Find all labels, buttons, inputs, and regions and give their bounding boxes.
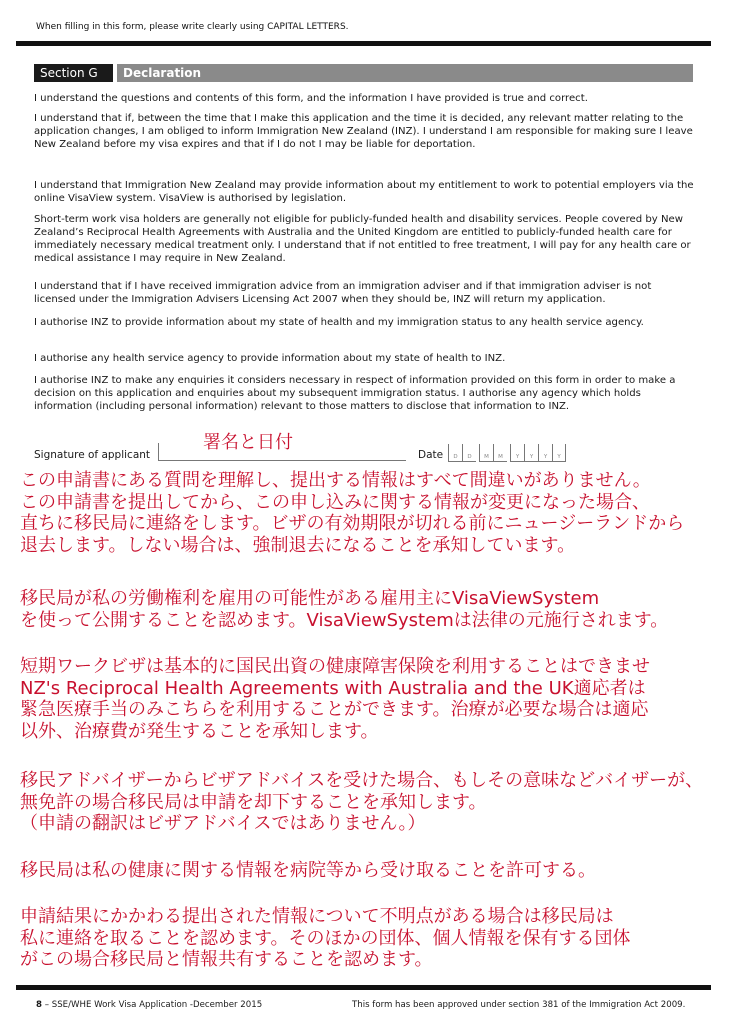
section-title: Declaration <box>123 66 202 80</box>
translation-block-1: この申請書にある質問を理解し、提出する情報はすべて間違いがありません。 この申請書を提出してから、この申し込みに関する情報が変更になった場合、 直ちに移民局に連絡をします。ビザの有効期限が切れる前にニュージーランドから 退去します。しない場合は、強制退去になることを承知しています。 <box>20 470 685 556</box>
footer-form-name: – SSE/WHE Work Visa Application -December 2015 <box>41 1000 263 1010</box>
translation-block-5: 移民局は私の健康に関する情報を病院等から受け取ることを許可する。 <box>20 860 596 881</box>
top-divider <box>16 41 711 46</box>
section-header-gap <box>113 64 117 82</box>
translation-block-3: 短期ワークビザは基本的に国民出資の健康障害保険を利用することはできませ NZ's Reciprocal Health Agreements with Australia and the UK適応者は 緊急医療手当のみこちらを利用することができます。治療が必要な場合は適応 以外、治療費が発生することを承知します。 <box>20 656 650 742</box>
date-box-year-4[interactable]: Y <box>552 444 566 462</box>
date-label: Date <box>418 449 444 461</box>
date-box-year-3[interactable]: Y <box>538 444 552 462</box>
signature-label: Signature of applicant <box>34 449 151 461</box>
date-box-month-2[interactable]: M <box>493 444 507 462</box>
declaration-paragraph-7: I authorise any health service agency to provide information about my state of health to INZ. <box>34 353 506 364</box>
footer-approval-note: This form has been approved under section 381 of the Immigration Act 2009. <box>352 1000 686 1010</box>
date-box-day-1[interactable]: D <box>448 444 462 462</box>
footer-form-info <box>36 1000 262 1010</box>
signature-annotation: 署名と日付 <box>203 432 293 453</box>
declaration-paragraph-4: Short-term work visa holders are generally not eligible for publicly-funded health and disability services. People covered by New Zealand’s Reciprocal Health Agreements with Australia and the United Kingdom are entitled to publicly-funded health care for immediately necessary medical treatment only. I understand that if not entitled to free treatment, I will pay for any health care or medical assistance I may require in New Zealand. <box>34 214 691 265</box>
declaration-paragraph-2: I understand that if, between the time that I make this application and the time it is decided, any relevant matter relating to the application changes, I am obliged to inform Immigration New Zealand (INZ). I understand I am responsible for making sure I leave New Zealand before my visa expires and that if I do not I may be liable for deportation. <box>34 113 693 151</box>
translation-block-4: 移民アドバイザーからビザアドバイスを受けた場合、もしその意味などバイザーが、 無免許の場合移民局は申請を却下することを承知します。 （申請の翻訳はビザアドバイスではありません。） <box>20 770 704 834</box>
section-label: Section G <box>34 64 113 82</box>
top-instruction: When filling in this form, please write clearly using CAPITAL LETTERS. <box>36 22 349 32</box>
date-box-month-1[interactable]: M <box>479 444 493 462</box>
declaration-paragraph-1: I understand the questions and contents of this form, and the information I have provided is true and correct. <box>34 93 588 104</box>
translation-block-6: 申請結果にかかわる提出された情報について不明点がある場合は移民局は 私に連絡を取ることを認めます。そのほかの団体、個人情報を保有する団体 がこの場合移民局と情報共有することを認めます。 <box>20 906 631 970</box>
bottom-divider <box>16 985 711 990</box>
date-box-year-2[interactable]: Y <box>524 444 538 462</box>
declaration-paragraph-5: I understand that if I have received immigration advice from an immigration adviser and if that immigration adviser is not licensed under the Immigration Advisers Licensing Act 2007 when they should be, INZ will return my application. <box>34 281 652 306</box>
date-field[interactable] <box>448 444 566 462</box>
translation-block-2: 移民局が私の労働権利を雇用の可能性がある雇用主にVisaViewSystem を使って公開することを認めます。VisaViewSystemは法律の元施行されます。 <box>20 588 669 631</box>
date-box-year-1[interactable]: Y <box>510 444 524 462</box>
page-number: 8 <box>36 1000 42 1010</box>
declaration-paragraph-8: I authorise INZ to make any enquiries it considers necessary in respect of information provided on this form in order to make a decision on this application and enquiries about my subsequent immigration status. I authorise any agency which holds information (including personal information) relevant to those matters to disclose that information to INZ. <box>34 375 676 413</box>
declaration-paragraph-3: I understand that Immigration New Zealand may provide information about my entitlement to work to potential employers via the online VisaView system. VisaView is authorised by legislation. <box>34 180 694 205</box>
declaration-paragraph-6: I authorise INZ to provide information about my state of health and my immigration status to any health service agency. <box>34 317 644 328</box>
date-box-day-2[interactable]: D <box>462 444 476 462</box>
